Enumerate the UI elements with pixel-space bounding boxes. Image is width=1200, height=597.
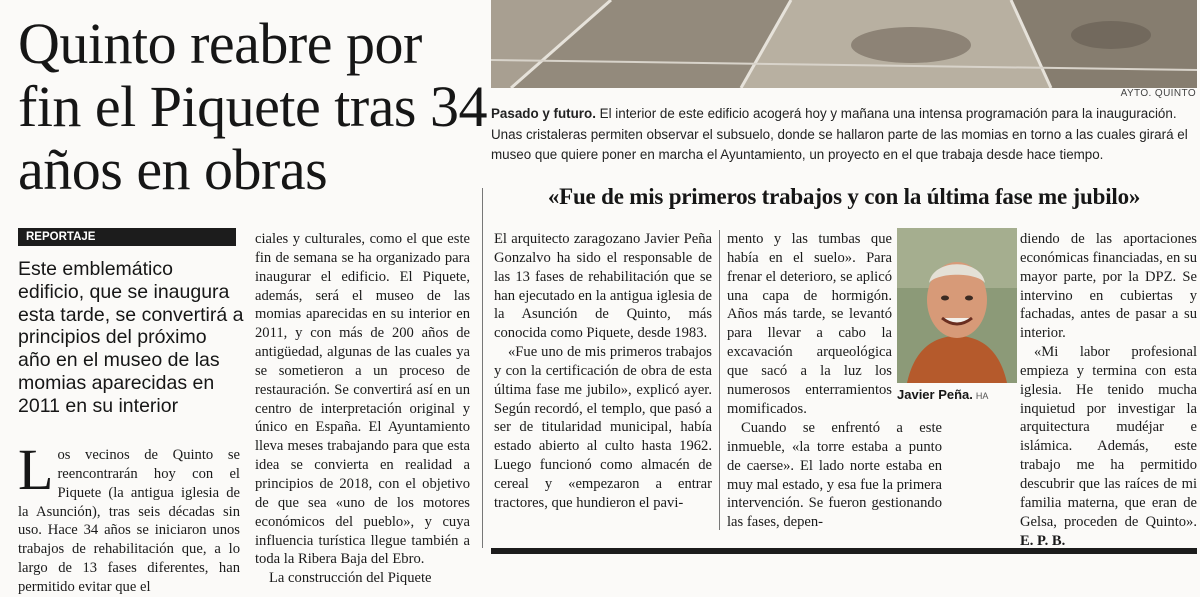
sidebar-column-2-top [727, 230, 892, 418]
portrait-credit: HA [975, 391, 989, 401]
bottom-rule [491, 548, 1197, 554]
glass-floor-illustration [491, 0, 1197, 88]
sidebar-column-1 [494, 230, 712, 513]
column-divider [482, 188, 483, 548]
portrait-illustration [897, 228, 1017, 383]
photo-caption [491, 104, 1197, 166]
signature: E. P. B. [1020, 532, 1066, 549]
portrait-photo [897, 228, 1017, 383]
lead-paragraph [18, 437, 240, 597]
caption-text: El interior de este edificio acogerá hoy y mañana una intensa programación para la inauguración. Unas cristaleras permiten observar el subsuelo, donde se hallaron parte de las momias en torno a las cuales girará el museo que quiere poner en marcha el Ayuntamiento, un proyecto en el que trabaja desde hace tiempo. [491, 106, 1188, 162]
lead-text: os vecinos de Quinto se reencontrarán hoy con el Piquete (la antigua iglesia de la Asunción), tras seis décadas sin uso. Hace 34 años se iniciaron unos trabajos de rehabilitación que, a lo largo de 13 fases diferentes, han permitido evitar que el [18, 447, 240, 595]
sidebar-col1-paragraph-2: «Fue uno de mis primeros trabajos y con la certificación de obra de esta última fase me jubilo», explicó ayer. Según recordó, el templo, que pasó a ser de titularidad municipal, había estado abierto al culto hasta 1962. Luego funcionó como almacén de cereal y «empezaron a entrar tractores, que hundieron el pavi- [494, 344, 712, 511]
portrait-caption [897, 387, 1017, 402]
dropcap: L [18, 437, 54, 502]
sidebar-title: «Fue de mis primeros trabajos y con la última fase me jubilo» [547, 184, 1141, 209]
portrait-name: Javier Peña. [897, 387, 973, 402]
sidebar-column-3 [1020, 230, 1197, 550]
sidebar-col1-paragraph-1: El arquitecto zaragozano Javier Peña Gonzalvo ha sido el responsable de las 13 fases de rehabilitación que se han ejecutado en la antigua iglesia de la Asunción de Quinto, más conocida como Piquete, desde 1983. [494, 231, 713, 342]
sidebar-col3-paragraph-2 [1020, 343, 1197, 550]
headline: Quinto reabre por fin el Piquete tras 34 años en obras [18, 11, 488, 202]
column-divider [719, 230, 720, 530]
sidebar-col2-paragraph-2: Cuando se enfrentó a este inmueble, «la torre estaba a punto de caerse». El lado norte estaba en muy mal estado, y esa fue la primera intervención. Se fueron gestionando las fases, depen- [727, 420, 942, 531]
section-tag: REPORTAJE [18, 228, 236, 246]
subhead: Este emblemático edificio, que se inaugura esta tarde, se convertirá a principios del próximo año en el museo de las momias aparecidas en 2011 en su interior [18, 258, 244, 417]
sidebar-column-2-bottom [727, 419, 942, 532]
sidebar-col2-paragraph-1: mento y las tumbas que había en el suelo». Para frenar el deterioro, se aplicó una capa de hormigón. Años más tarde, se levantó para llevar a cabo la excavación arqueológica que sacó a la luz los numerosos enterramientos momificados. [727, 231, 892, 417]
article-photo [491, 0, 1197, 88]
article-column-2 [255, 230, 470, 588]
sidebar-col3-paragraph-1: diendo de las aportaciones económicas financiadas, en su mayor parte, por la DPZ. Se intervino en cubiertas y fachadas, antes de pasar a su interior. [1020, 231, 1197, 342]
sidebar-col3-text: «Mi labor profesional empieza y termina con esta iglesia. He tenido mucha inquietud por investigar la arquitectura mudéjar e islámica. Además, este trabajo me ha permitido descubrir que las raíces de mi familia materna, que eran de Gelsa, proceden de Quinto». [1020, 344, 1197, 530]
caption-bold: Pasado y futuro. [491, 106, 596, 121]
col2-paragraph-2: La construcción del Piquete [269, 570, 432, 587]
col2-paragraph-1: ciales y culturales, como el que este fin de semana se ha organizado para inaugurar el edificio. El Piquete, además, será el museo de las momias aparecidas en su interior en 2011, y con más de 200 años de antigüedad, algunas de las cuales ya se sometieron a un proceso de restauración. Se convertirá así en un centro de interpretación original y único en España. El Ayuntamiento lleva meses trabajando para que esta idea se convierta en realidad a principios de 2018, con el objetivo de que sea «uno de los motores económicos del pueblo», y cuya influencia turística llegue también a toda la Ribera Baja del Ebro. [255, 231, 470, 568]
photo-credit: AYTO. QUINTO [1120, 88, 1196, 99]
